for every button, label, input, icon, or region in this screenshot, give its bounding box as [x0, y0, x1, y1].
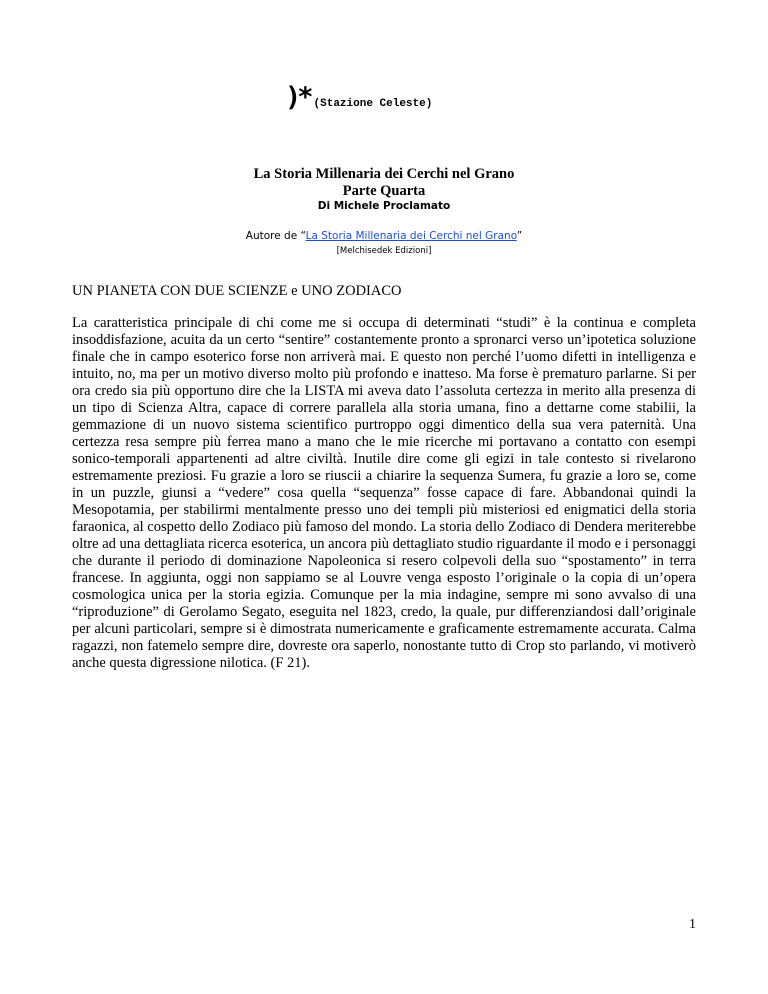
- document-title: [0, 166, 768, 200]
- logo-mark: )*: [285, 82, 310, 113]
- author-of-suffix: ”: [516, 230, 523, 242]
- title-line-2: Parte Quarta: [342, 183, 426, 199]
- section-heading: UN PIANETA CON DUE SCIENZE e UNO ZODIACO: [72, 283, 402, 299]
- author-of-prefix: Autore de “: [245, 230, 306, 242]
- logo-subtitle: (Stazione Celeste): [313, 98, 433, 110]
- page-number: 1: [689, 917, 696, 932]
- title-line-1: La Storia Millenaria dei Cerchi nel Grano: [253, 166, 515, 182]
- publisher-line: [Melchisedek Edizioni]: [336, 246, 432, 256]
- book-link[interactable]: La Storia Millenaria dei Cerchi nel Grano: [305, 230, 517, 242]
- author-of-line: [0, 230, 768, 242]
- body-paragraph: La caratteristica principale di chi come me si occupa di determinati “studi” è la continua e completa insoddisfazione, acuita da un certo “sentire” costantemente pronto a spronarci verso un’ipotetica soluzione finale che in campo esoterico forse non arriverà mai. E questo non perché l’uomo difetti in intelligenza e intuito, no, ma per un motivo diverso molto più profondo e inatteso. Ma forse è prematuro parlarne. Si per ora credo sia più opportuno dire che la LISTA mi aveva dato l’assoluta certezza in merito alla presenza di un tipo di Scienza Altra, capace di correre parallela alla storia umana, fino a dettarne come stabilii, la gemmazione di un nuovo sistema scientifico purtroppo oggi dimentico della sua vera paternità. Una certezza resa sempre più ferrea mano a mano che le mie ricerche mi portavano a contatto con esempi sonico-temporali appartenenti ad altre civiltà. Inutile dire come gli egizi in tale contesto si rivelarono estremamente preziosi. Fu grazie a loro se riuscii a chiarire la sequenza Sumera, fu grazie a loro se, come in un puzzle, giunsi a “vedere” cosa quella “sequenza” fosse capace di fare. Abbandonai quindi la Mesopotamia, per stabilirmi mentalmente presso uno dei templi più misteriosi ed enigmatici della storia faraonica, al cospetto dello Zodiaco più famoso del mondo. La storia dello Zodiaco di Dendera meriterebbe oltre ad una dettagliata ricerca esoterica, un ancora più dettagliato studio riguardante il modo e i personaggi che durante il periodo di dominazione Napoleonica si resero colpevoli della suo “spostamento” in terra francese. In aggiunta, oggi non sappiamo se al Louvre venga esposto l’originale o la copia di un’opera cosmologica unica per la storia egizia. Comunque per la mia indagine, sempre mi sono avvalso di una “riproduzione” di Gerolamo Segato, eseguita nel 1823, credo, la quale, pur differenziandosi dall’originale per alcuni particolari, sempre si è dimostrata numericamente e graficamente estremamente accurata. Calma ragazzi, non fatemelo sempre dire, dovreste ora saperlo, nonostante tutto di Crop sto parlando, vi motiverò anche questa digressione nilotica. (F 21).: [72, 315, 696, 671]
- logo: [285, 82, 432, 113]
- author-line: Di Michele Proclamato: [317, 200, 451, 212]
